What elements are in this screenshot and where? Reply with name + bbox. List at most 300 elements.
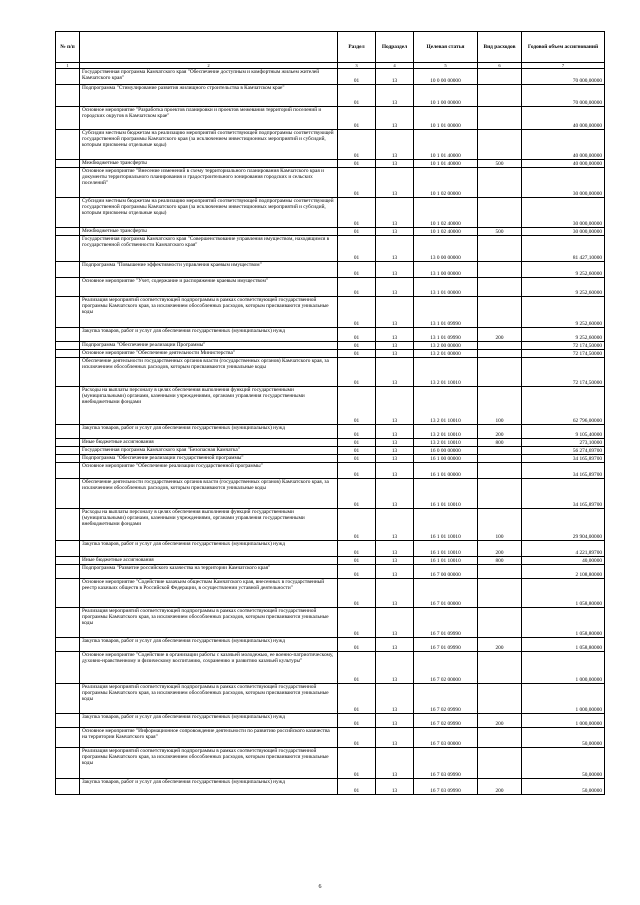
table-row [56,684,605,714]
row-number-cell [56,728,80,748]
row-section-cell: 01 [338,160,376,168]
row-target-article-cell: 13 1 00 00000 [414,262,478,278]
row-section-cell: 01 [338,684,376,714]
row-target-article-cell: 13 1 01 09990 [414,297,478,328]
table-row [56,463,605,479]
row-name-cell: Основное мероприятие "Содействие в организации работы с казачьей молодежью, ее военно-патриотическому, духовно-нравственному и физическому воспитанию, сохранению и развитию казачьей культуры" [80,652,338,684]
row-amount-cell: 72 174,50000 [522,358,605,387]
row-target-article-cell: 10 1 00 00000 [414,85,478,107]
row-subsection-cell: 13 [376,447,414,455]
row-section-cell: 01 [338,69,376,85]
row-section-cell: 01 [338,541,376,557]
row-target-article-cell: 13 2 01 10010 [414,358,478,387]
row-name-cell: Субсидии местным бюджетам на реализацию мероприятий соответствующей подпрограммы соответствующей государственной программы Камчатского края (за исключением инвестиционных мероприятий и субсидий, которым присвоены отдельные коды) [80,130,338,160]
row-name-cell: Субсидии местным бюджетам на реализацию мероприятий соответствующей подпрограммы соответствующей государственной программы Камчатского края (за исключением инвестиционных мероприятий и субсидий, которым присвоены отдельные коды) [80,198,338,228]
row-subsection-cell: 13 [376,479,414,509]
row-section-cell: 01 [338,638,376,652]
row-section-cell: 01 [338,278,376,297]
row-amount-cell: 72 174,50000 [522,350,605,358]
row-target-article-cell: 16 7 00 00000 [414,565,478,579]
row-name-cell: Закупка товаров, работ и услуг для обеспечения государственных (муниципальных) нужд [80,425,338,439]
row-section-cell: 01 [338,342,376,350]
row-subsection-cell: 13 [376,328,414,342]
row-amount-cell: 9 252,60000 [522,297,605,328]
row-amount-cell: 40 000,00000 [522,160,605,168]
row-subsection-cell: 13 [376,130,414,160]
row-amount-cell: 72 174,50000 [522,342,605,350]
row-expense-type-cell [478,107,522,130]
row-amount-cell: 56 274,69700 [522,447,605,455]
row-expense-type-cell [478,85,522,107]
row-subsection-cell: 13 [376,579,414,608]
row-section-cell: 01 [338,509,376,541]
budget-table [55,31,605,795]
row-subsection-cell: 13 [376,779,414,795]
row-number-cell [56,228,80,236]
row-name-cell: Государственная программа Камчатского края "Обеспечение доступным и комфортным жильем жителей Камчатского края" [80,69,338,85]
table-row [56,779,605,795]
row-section-cell: 01 [338,714,376,728]
row-number-cell [56,69,80,85]
row-subsection-cell: 13 [376,160,414,168]
row-expense-type-cell: 100 [478,387,522,425]
row-number-cell [56,779,80,795]
row-target-article-cell: 10 1 02 00000 [414,168,478,198]
row-target-article-cell: 13 2 01 00000 [414,350,478,358]
row-number-cell [56,638,80,652]
row-amount-cell: 34 165,89700 [522,455,605,463]
row-section-cell: 01 [338,565,376,579]
table-row [56,387,605,425]
column-number: 7 [522,63,605,69]
row-amount-cell: 273,10000 [522,439,605,447]
column-number: 6 [478,63,522,69]
table-row [56,85,605,107]
row-expense-type-cell: 500 [478,228,522,236]
row-amount-cell: 1 058,80000 [522,579,605,608]
row-target-article-cell: 10 1 01 40000 [414,130,478,160]
row-number-cell [56,350,80,358]
row-expense-type-cell [478,358,522,387]
row-section-cell: 01 [338,447,376,455]
row-amount-cell: 40 000,00000 [522,107,605,130]
row-expense-type-cell [478,463,522,479]
row-name-cell: Основное мероприятие "Информационное сопровождение деятельности по развитию российского казачества на территории Камчатского края" [80,728,338,748]
header-expense-type: Вид расходов [478,32,522,63]
table-row [56,509,605,541]
row-name-cell: Расходы на выплаты персоналу в целях обеспечения выполнения функций государственными (муниципальными) органами, казенными учреждениями, органами управления государственными внебюджетными фондами [80,509,338,541]
row-section-cell: 01 [338,107,376,130]
row-name-cell: Расходы на выплаты персоналу в целях обеспечения выполнения функций государственными (муниципальными) органами, казенными учреждениями, органами управления государственными внебюджетными фондами [80,387,338,425]
row-number-cell [56,579,80,608]
row-number-cell [56,652,80,684]
row-name-cell: Закупка товаров, работ и услуг для обеспечения государственных (муниципальных) нужд [80,779,338,795]
row-number-cell [56,387,80,425]
row-name-cell: Закупка товаров, работ и услуг для обеспечения государственных (муниципальных) нужд [80,714,338,728]
row-target-article-cell: 16 7 01 09990 [414,608,478,638]
row-expense-type-cell [478,579,522,608]
row-name-cell: Иные бюджетные ассигнования [80,557,338,565]
row-name-cell: Основное мероприятие "Разработка проектов планировки и проектов межевания территорий поселений и городских округов в Камчатском крае" [80,107,338,130]
row-amount-cell: 1 058,80000 [522,608,605,638]
table-row [56,342,605,350]
row-target-article-cell: 16 7 03 00000 [414,728,478,748]
row-target-article-cell: 13 2 01 10010 [414,439,478,447]
row-number-cell [56,278,80,297]
row-number-cell [56,130,80,160]
row-target-article-cell: 16 1 01 10010 [414,541,478,557]
row-expense-type-cell [478,608,522,638]
row-section-cell: 01 [338,779,376,795]
row-subsection-cell: 13 [376,638,414,652]
row-section-cell: 01 [338,236,376,262]
row-target-article-cell: 13 1 01 00000 [414,278,478,297]
row-target-article-cell: 13 0 00 00000 [414,236,478,262]
row-number-cell [56,107,80,130]
row-target-article-cell: 16 7 03 09990 [414,779,478,795]
row-subsection-cell: 13 [376,168,414,198]
table-row [56,350,605,358]
row-expense-type-cell: 200 [478,638,522,652]
row-name-cell: Подпрограмма "Стимулирование развития жилищного строительства в Камчатском крае" [80,85,338,107]
row-section-cell: 01 [338,168,376,198]
row-expense-type-cell [478,350,522,358]
row-name-cell: Межбюджетные трансферты [80,160,338,168]
row-amount-cell: 40 000,00000 [522,130,605,160]
table-row [56,565,605,579]
row-subsection-cell: 13 [376,541,414,557]
row-expense-type-cell [478,748,522,779]
row-target-article-cell: 16 1 01 10010 [414,479,478,509]
row-expense-type-cell: 200 [478,425,522,439]
row-expense-type-cell: 100 [478,509,522,541]
row-target-article-cell: 10 1 01 00000 [414,107,478,130]
row-number-cell [56,463,80,479]
row-name-cell: Реализация мероприятий соответствующей подпрограммы в рамках соответствующей государственной программы Камчатского края, за исключением обособленных расходов, которым присваиваются уникальные коды [80,608,338,638]
row-name-cell: Закупка товаров, работ и услуг для обеспечения государственных (муниципальных) нужд [80,328,338,342]
row-number-cell [56,541,80,557]
row-expense-type-cell [478,168,522,198]
table-row [56,479,605,509]
row-number-cell [56,455,80,463]
row-subsection-cell: 13 [376,107,414,130]
header-subsection: Подраздел [376,32,414,63]
row-expense-type-cell [478,130,522,160]
row-number-cell [56,714,80,728]
row-section-cell: 01 [338,425,376,439]
row-subsection-cell: 13 [376,85,414,107]
row-section-cell: 01 [338,748,376,779]
row-target-article-cell: 10 1 02 40000 [414,228,478,236]
row-number-cell [56,748,80,779]
row-number-cell [56,342,80,350]
row-expense-type-cell [478,236,522,262]
row-number-cell [56,168,80,198]
row-target-article-cell: 16 1 01 10010 [414,509,478,541]
row-target-article-cell: 16 7 02 00000 [414,652,478,684]
table-row [56,714,605,728]
row-name-cell: Основное мероприятие "Внесение изменений в схему территориального планирования Камчатского края и документы территориального планирования и градостроительного зонирования городских и сельских поселений" [80,168,338,198]
row-amount-cell: 50,00000 [522,728,605,748]
row-target-article-cell: 13 1 01 09990 [414,328,478,342]
row-amount-cell: 4 221,89700 [522,541,605,557]
row-expense-type-cell [478,198,522,228]
row-target-article-cell: 16 1 01 00000 [414,463,478,479]
row-name-cell: Государственная программа Камчатского края "Безопасная Камчатка" [80,447,338,455]
row-section-cell: 01 [338,328,376,342]
column-number: 1 [56,63,80,69]
row-target-article-cell: 16 1 01 10010 [414,557,478,565]
row-target-article-cell: 10 0 00 00000 [414,69,478,85]
row-expense-type-cell [478,262,522,278]
row-expense-type-cell: 200 [478,779,522,795]
row-section-cell: 01 [338,579,376,608]
row-target-article-cell: 16 7 01 00000 [414,579,478,608]
row-amount-cell: 9 252,60000 [522,262,605,278]
row-target-article-cell: 16 7 02 09990 [414,714,478,728]
row-subsection-cell: 13 [376,198,414,228]
row-amount-cell: 40,00000 [522,557,605,565]
row-target-article-cell: 13 2 00 00000 [414,342,478,350]
row-name-cell: Обеспечение деятельности государственных органов власти (государственных органов) Камчатского края, за исключением обособленных расходов, которым присваиваются уникальные коды [80,479,338,509]
row-expense-type-cell [478,342,522,350]
table-row [56,168,605,198]
table-row [56,748,605,779]
row-section-cell: 01 [338,262,376,278]
row-expense-type-cell [478,455,522,463]
row-expense-type-cell: 200 [478,714,522,728]
row-name-cell: Подпрограмма "Повышение эффективности управления краевым имуществом" [80,262,338,278]
row-number-cell [56,358,80,387]
row-section-cell: 01 [338,350,376,358]
table-row [56,358,605,387]
row-number-cell [56,479,80,509]
row-name-cell: Основное мероприятие "Содействие казачьим обществам Камчатского края, внесенных в государственный реестр казачьих обществ в Российской Федерации, в осуществлении уставной деятельности" [80,579,338,608]
row-subsection-cell: 13 [376,557,414,565]
row-subsection-cell: 13 [376,236,414,262]
header-target-article: Целевая статья [414,32,478,63]
row-expense-type-cell [478,652,522,684]
table-row [56,236,605,262]
row-target-article-cell: 10 1 01 40000 [414,160,478,168]
row-section-cell: 01 [338,85,376,107]
table-row [56,107,605,130]
row-number-cell [56,439,80,447]
table-row [56,579,605,608]
row-number-cell [56,198,80,228]
row-amount-cell: 50,00000 [522,779,605,795]
table-row [56,447,605,455]
row-subsection-cell: 13 [376,565,414,579]
table-row [56,652,605,684]
row-name-cell: Закупка товаров, работ и услуг для обеспечения государственных (муниципальных) нужд [80,638,338,652]
row-name-cell: Подпрограмма "Обеспечение реализации Программы" [80,342,338,350]
row-section-cell: 01 [338,728,376,748]
row-number-cell [56,608,80,638]
row-number-cell [56,236,80,262]
row-amount-cell: 1 000,00000 [522,684,605,714]
row-amount-cell: 1 000,00000 [522,714,605,728]
table-row [56,69,605,85]
row-name-cell: Подпрограмма "Развитие российского казачества на территории Камчатского края" [80,565,338,579]
row-subsection-cell: 13 [376,608,414,638]
row-subsection-cell: 13 [376,387,414,425]
row-number-cell [56,509,80,541]
table-row [56,638,605,652]
table-row [56,130,605,160]
row-target-article-cell: 16 7 02 09990 [414,684,478,714]
row-section-cell: 01 [338,198,376,228]
row-expense-type-cell [478,728,522,748]
row-amount-cell: 50,00000 [522,748,605,779]
row-number-cell [56,425,80,439]
row-expense-type-cell: 200 [478,328,522,342]
row-section-cell: 01 [338,608,376,638]
row-name-cell: Обеспечение деятельности государственных органов власти (государственных органов) Камчатского края, за исключением обособленных расходов, которым присваиваются уникальные коды [80,358,338,387]
row-amount-cell: 62 796,00000 [522,387,605,425]
row-amount-cell: 2 108,80000 [522,565,605,579]
row-name-cell: Основное мероприятие "Обеспечение реализации государственной программы" [80,463,338,479]
table-row [56,439,605,447]
row-number-cell [56,565,80,579]
row-expense-type-cell [478,297,522,328]
row-subsection-cell: 13 [376,509,414,541]
row-name-cell: Реализация мероприятий соответствующей подпрограммы в рамках соответствующей государственной программы Камчатского края, за исключением обособленных расходов, которым присваиваются уникальные коды [80,297,338,328]
header-annual-amount: Годовой объем ассигнований [522,32,605,63]
row-section-cell: 01 [338,455,376,463]
row-section-cell: 01 [338,358,376,387]
row-expense-type-cell [478,69,522,85]
row-subsection-cell: 13 [376,358,414,387]
row-expense-type-cell [478,479,522,509]
table-row [56,425,605,439]
row-number-cell [56,684,80,714]
row-number-cell [56,262,80,278]
row-section-cell: 01 [338,652,376,684]
row-expense-type-cell [478,684,522,714]
row-target-article-cell: 16 7 03 09990 [414,748,478,779]
row-subsection-cell: 13 [376,342,414,350]
row-expense-type-cell: 500 [478,160,522,168]
row-name-cell: Реализация мероприятий соответствующей подпрограммы в рамках соответствующей государственной программы Камчатского края, за исключением обособленных расходов, которым присваиваются уникальные коды [80,684,338,714]
table-row [56,228,605,236]
table-row [56,198,605,228]
row-amount-cell: 1 058,80000 [522,638,605,652]
table-header-row [56,32,605,63]
row-amount-cell: 9 252,60000 [522,278,605,297]
row-target-article-cell: 16 7 01 09990 [414,638,478,652]
column-number: 3 [338,63,376,69]
row-amount-cell: 9 105,40000 [522,425,605,439]
row-name-cell: Основное мероприятие "Учет, содержание и распоряжение краевым имуществом" [80,278,338,297]
table-row [56,278,605,297]
table-row [56,297,605,328]
row-subsection-cell: 13 [376,728,414,748]
table-row [56,328,605,342]
row-amount-cell: 30 000,00000 [522,168,605,198]
row-name-cell: Государственная программа Камчатского края "Совершенствование управления имуществом, находящимся в государственной собственности Камчатского края" [80,236,338,262]
row-section-cell: 01 [338,297,376,328]
table-row [56,608,605,638]
row-name-cell: Межбюджетные трансферты [80,228,338,236]
table-row [56,541,605,557]
row-number-cell [56,160,80,168]
row-amount-cell: 9 252,60000 [522,328,605,342]
row-subsection-cell: 13 [376,455,414,463]
row-section-cell: 01 [338,479,376,509]
row-target-article-cell: 10 1 02 40000 [414,198,478,228]
row-name-cell: Иные бюджетные ассигнования [80,439,338,447]
row-subsection-cell: 13 [376,262,414,278]
row-expense-type-cell: 200 [478,541,522,557]
table-row [56,728,605,748]
row-subsection-cell: 13 [376,69,414,85]
row-amount-cell: 34 165,89700 [522,463,605,479]
row-subsection-cell: 13 [376,297,414,328]
row-subsection-cell: 13 [376,350,414,358]
row-number-cell [56,297,80,328]
header-name [80,32,338,63]
row-target-article-cell: 16 0 00 00000 [414,447,478,455]
row-expense-type-cell [478,278,522,297]
row-amount-cell: 29 904,00000 [522,509,605,541]
table-row [56,455,605,463]
page-number: 6 [318,884,322,890]
row-subsection-cell: 13 [376,684,414,714]
row-amount-cell: 70 000,00000 [522,85,605,107]
row-subsection-cell: 13 [376,748,414,779]
row-number-cell [56,85,80,107]
table-body [56,69,605,795]
row-section-cell: 01 [338,463,376,479]
row-name-cell: Реализация мероприятий соответствующей подпрограммы в рамках соответствующей государственной программы Камчатского края, за исключением обособленных расходов, которым присваиваются уникальные коды [80,748,338,779]
row-subsection-cell: 13 [376,278,414,297]
row-amount-cell: 30 000,00000 [522,198,605,228]
row-name-cell: Основное мероприятие "Обеспечение деятельности Министерства" [80,350,338,358]
header-section: Раздел [338,32,376,63]
row-section-cell: 01 [338,557,376,565]
table-row [56,160,605,168]
row-number-cell [56,447,80,455]
row-subsection-cell: 13 [376,439,414,447]
row-section-cell: 01 [338,228,376,236]
row-section-cell: 01 [338,130,376,160]
row-subsection-cell: 13 [376,714,414,728]
row-subsection-cell: 13 [376,652,414,684]
row-section-cell: 01 [338,387,376,425]
row-target-article-cell: 13 2 01 10010 [414,425,478,439]
row-name-cell: Подпрограмма "Обеспечение реализации государственной программы" [80,455,338,463]
row-number-cell [56,328,80,342]
row-name-cell: Закупка товаров, работ и услуг для обеспечения государственных (муниципальных) нужд [80,541,338,557]
row-amount-cell: 34 165,89700 [522,479,605,509]
row-expense-type-cell: 800 [478,439,522,447]
row-expense-type-cell [478,565,522,579]
row-expense-type-cell: 800 [478,557,522,565]
column-number: 4 [376,63,414,69]
column-number: 2 [80,63,338,69]
row-target-article-cell: 16 1 00 00000 [414,455,478,463]
header-number: № п/п [56,32,80,63]
row-amount-cell: 81 427,10000 [522,236,605,262]
row-amount-cell: 1 000,00000 [522,652,605,684]
row-expense-type-cell [478,447,522,455]
column-number: 5 [414,63,478,69]
row-target-article-cell: 13 2 01 10010 [414,387,478,425]
row-amount-cell: 30 000,00000 [522,228,605,236]
row-section-cell: 01 [338,439,376,447]
table-row [56,557,605,565]
